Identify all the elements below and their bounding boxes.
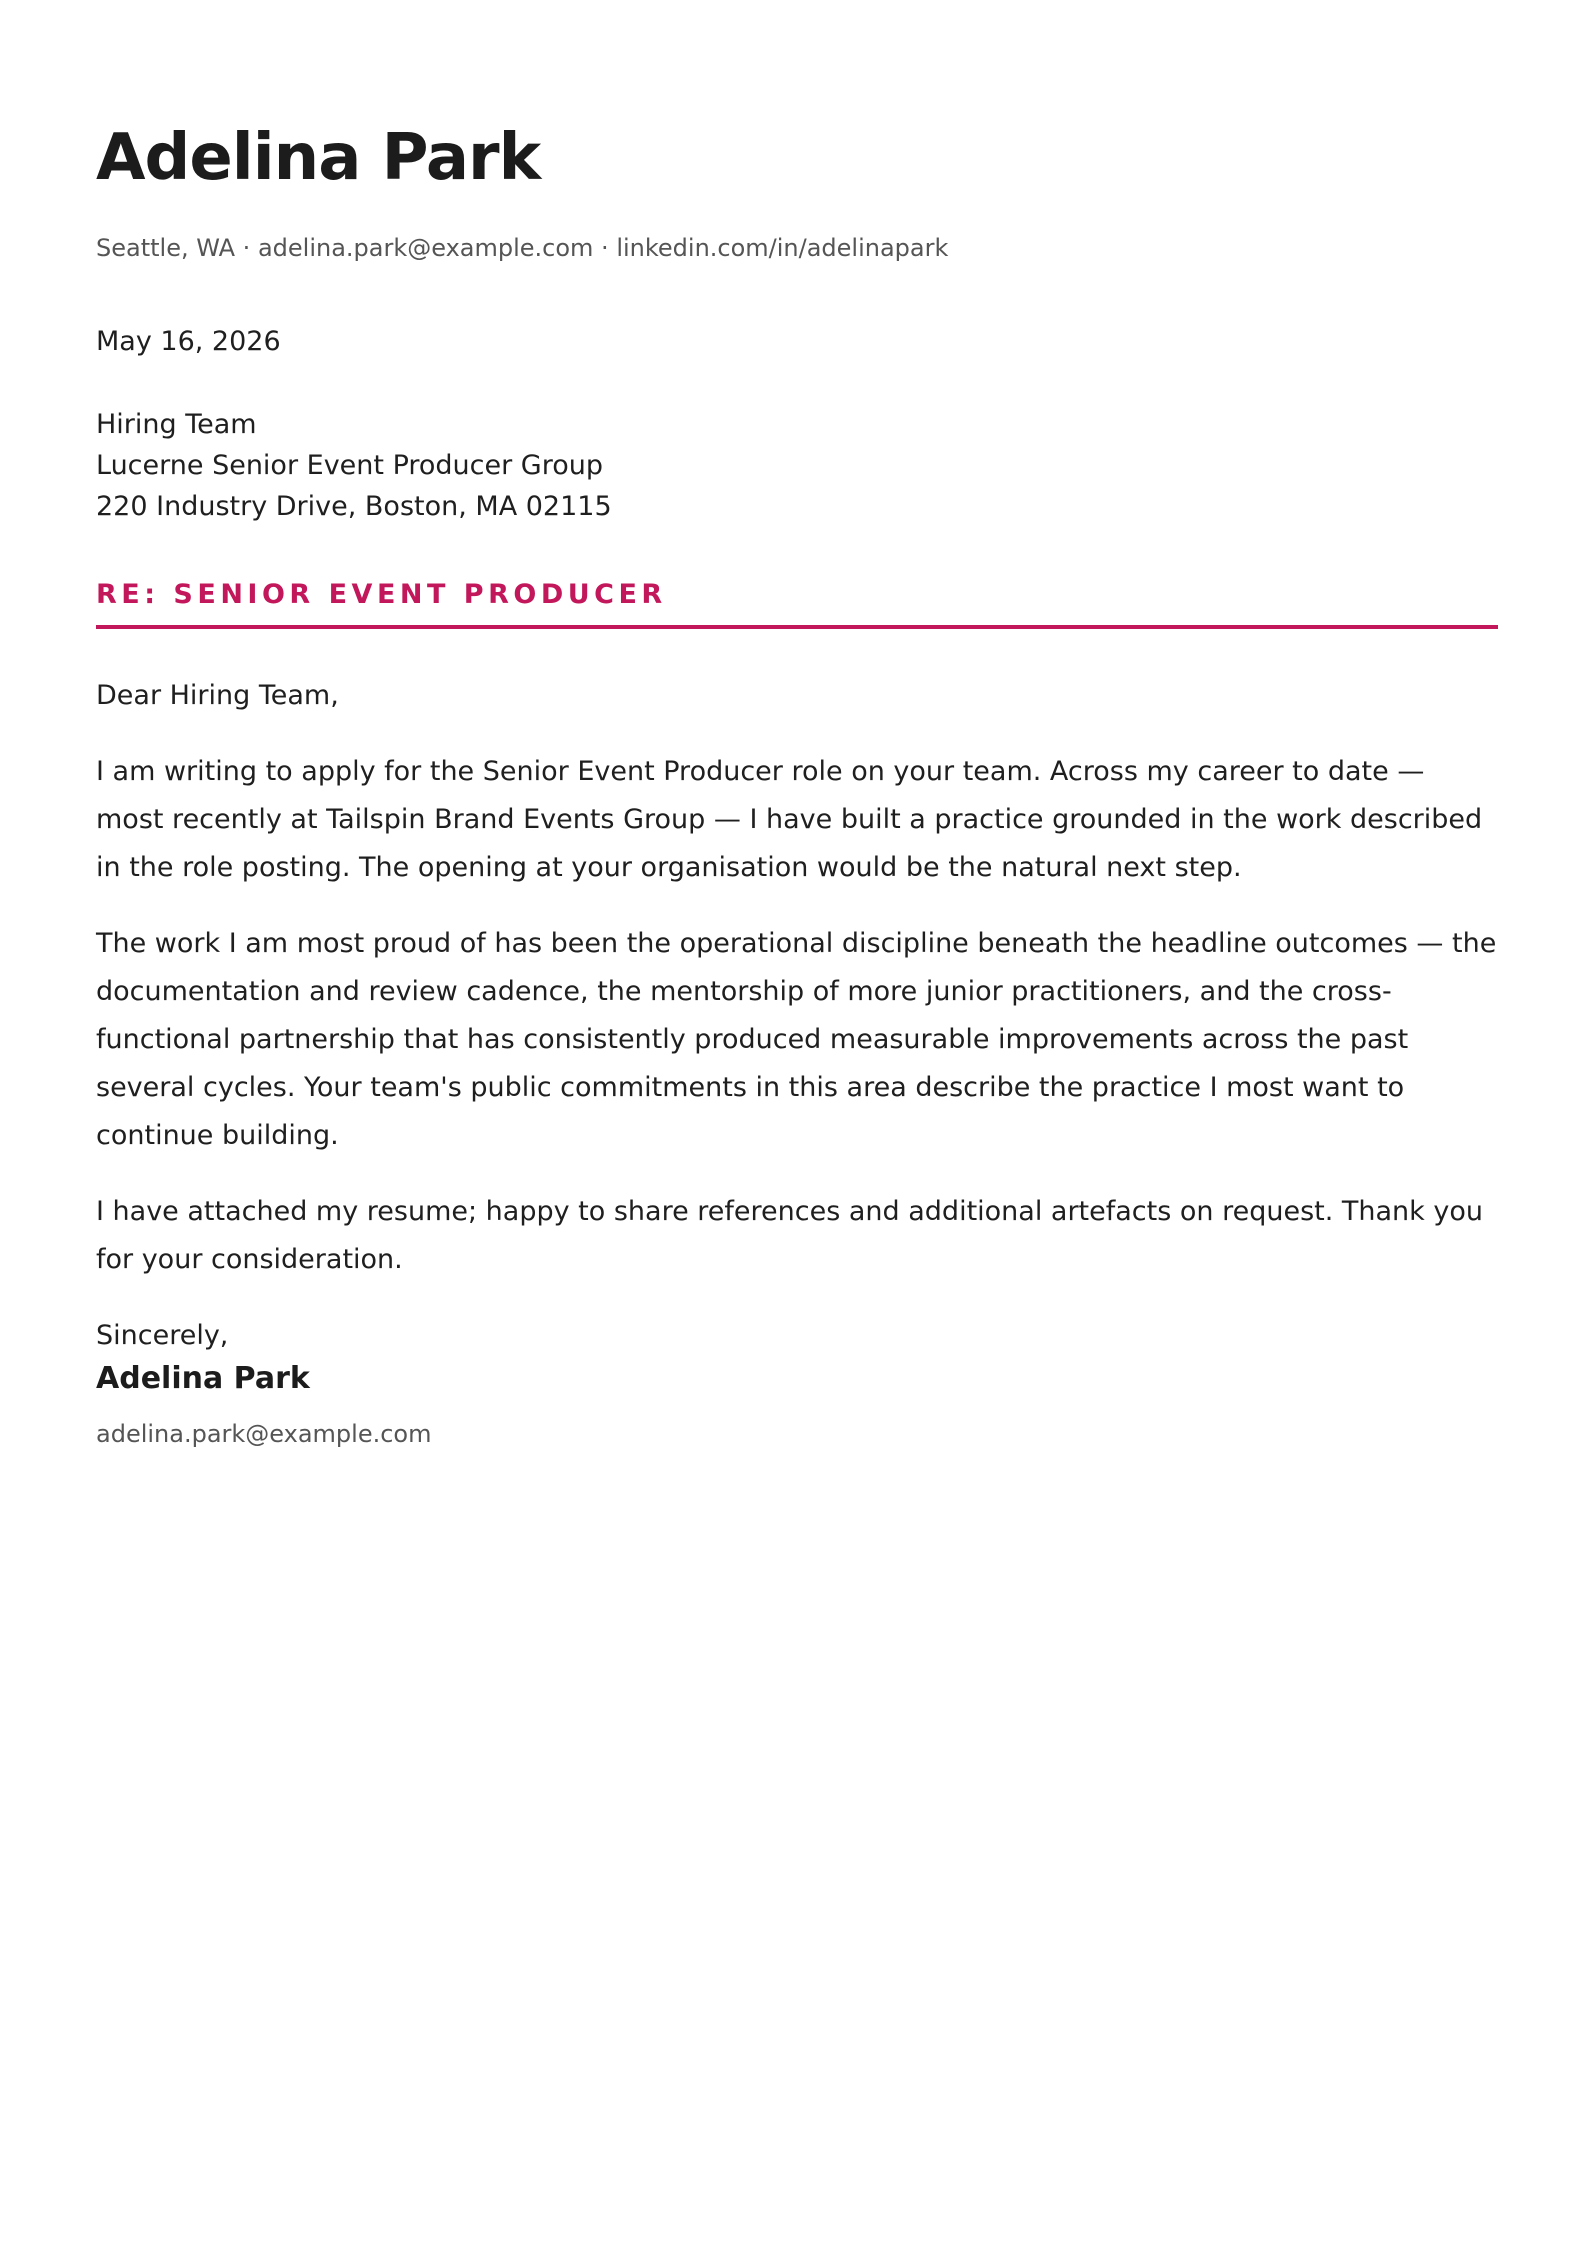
recipient-line-3: 220 Industry Drive, Boston, MA 02115 bbox=[96, 491, 612, 522]
body-paragraph-2: The work I am most proud of has been the operational discipline beneath the headline outcomes — the documentation and review cadence, the mentorship of more junior practitioners, and the cross-functional partnership that has consistently produced measurable improvements across the past several cycles. Your team's public commitments in this area describe the practice I most want to continue building. bbox=[96, 928, 1497, 1151]
letter-date: May 16, 2026 bbox=[96, 326, 281, 357]
recipient-block bbox=[96, 404, 612, 527]
letter-body bbox=[96, 672, 1498, 1360]
recipient-line-1: Hiring Team bbox=[96, 409, 257, 440]
salutation: Dear Hiring Team, bbox=[96, 680, 339, 711]
signature-name: Adelina Park bbox=[96, 1361, 310, 1396]
contact-line: Seattle, WA · adelina.park@example.com · linkedin.com/in/adelinapark bbox=[96, 234, 949, 262]
body-paragraph-1: I am writing to apply for the Senior Event Producer role on your team. Across my career to date — most recently at Tailspin Brand Events Group — I have built a practice grounded in the work described in the role posting. The opening at your organisation would be the natural next step. bbox=[96, 756, 1483, 883]
closing: Sincerely, bbox=[96, 1320, 229, 1351]
body-paragraph-3: I have attached my resume; happy to share references and additional artefacts on request. Thank you for your consideration. bbox=[96, 1196, 1483, 1275]
subject-heading: RE: SENIOR EVENT PRODUCER bbox=[96, 579, 667, 610]
signature-email: adelina.park@example.com bbox=[96, 1420, 432, 1448]
recipient-line-2: Lucerne Senior Event Producer Group bbox=[96, 450, 603, 481]
subject-divider bbox=[96, 625, 1498, 629]
applicant-name: Adelina Park bbox=[96, 121, 541, 195]
